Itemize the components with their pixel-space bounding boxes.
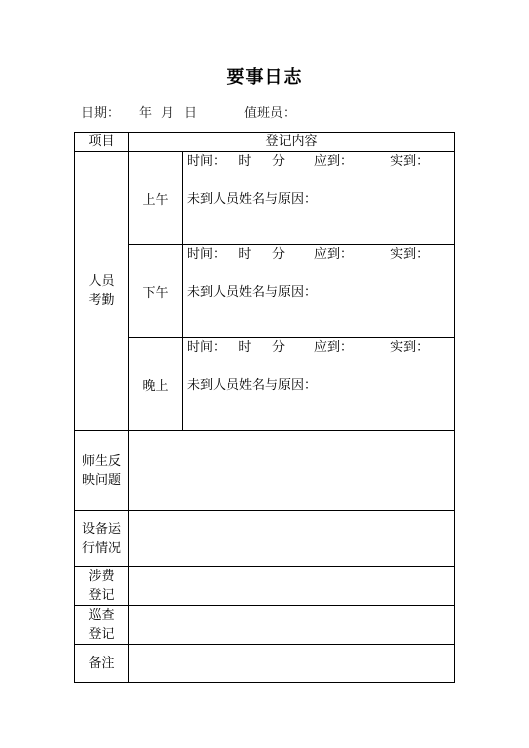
equipment-label bbox=[75, 511, 129, 567]
patrol-entry-cell[interactable] bbox=[129, 606, 455, 645]
afternoon-absent-line: 未到人员姓名与原因： bbox=[187, 285, 318, 300]
fees-entry-cell[interactable] bbox=[129, 567, 455, 606]
table-row bbox=[75, 645, 455, 683]
evening-absent-line: 未到人员姓名与原因： bbox=[187, 378, 318, 393]
page-title: 要事日志 bbox=[226, 67, 303, 88]
period-afternoon: 下午 bbox=[129, 245, 183, 338]
fees-label-line2: 登记 bbox=[88, 588, 115, 603]
patrol-label-line1: 巡查 bbox=[88, 608, 115, 623]
equipment-label-line2: 行情况 bbox=[81, 540, 121, 556]
remarks-label bbox=[75, 645, 129, 683]
fees-label-line1: 涉费 bbox=[88, 569, 115, 584]
day-label: 日 bbox=[184, 106, 198, 121]
table-row bbox=[75, 245, 455, 338]
patrol-label bbox=[75, 606, 129, 645]
month-label: 月 bbox=[161, 106, 175, 121]
feedback-label-line1: 师生反 bbox=[81, 453, 121, 469]
evening-entry-cell[interactable] bbox=[183, 338, 455, 431]
attendance-label bbox=[75, 152, 129, 431]
table-row bbox=[75, 152, 455, 245]
evening-time-line: 时间： 时 分 应到： 实到： bbox=[187, 340, 430, 355]
table-row bbox=[75, 606, 455, 645]
table-row bbox=[75, 431, 455, 511]
afternoon-entry-cell[interactable] bbox=[183, 245, 455, 338]
table-row bbox=[75, 338, 455, 431]
log-table bbox=[74, 132, 455, 683]
equipment-entry-cell[interactable] bbox=[129, 511, 455, 567]
table-row bbox=[75, 511, 455, 567]
equipment-label-line1: 设备运 bbox=[81, 521, 121, 537]
table-header-row bbox=[75, 133, 455, 152]
remarks-label-line1: 备注 bbox=[88, 656, 115, 671]
period-evening: 晚上 bbox=[129, 338, 183, 431]
morning-entry-cell[interactable] bbox=[183, 152, 455, 245]
afternoon-time-line: 时间： 时 分 应到： 实到： bbox=[187, 247, 430, 262]
attendance-label-line1: 人员 bbox=[88, 274, 115, 289]
feedback-label bbox=[75, 431, 129, 511]
period-morning: 上午 bbox=[129, 152, 183, 245]
header-item: 项目 bbox=[75, 133, 129, 152]
attendance-label-line2: 考勤 bbox=[88, 293, 115, 308]
header-content: 登记内容 bbox=[129, 133, 455, 152]
fees-label bbox=[75, 567, 129, 606]
remarks-entry-cell[interactable] bbox=[129, 645, 455, 683]
table-row bbox=[75, 567, 455, 606]
morning-time-line: 时间： 时 分 应到： 实到： bbox=[187, 154, 430, 169]
year-label: 年 bbox=[139, 106, 153, 121]
morning-absent-line: 未到人员姓名与原因： bbox=[187, 192, 318, 207]
feedback-label-line2: 映问题 bbox=[81, 472, 121, 488]
patrol-label-line2: 登记 bbox=[88, 627, 115, 642]
feedback-entry-cell[interactable] bbox=[129, 431, 455, 511]
duty-officer-label: 值班员： bbox=[244, 106, 297, 121]
date-label: 日期： bbox=[81, 106, 121, 121]
